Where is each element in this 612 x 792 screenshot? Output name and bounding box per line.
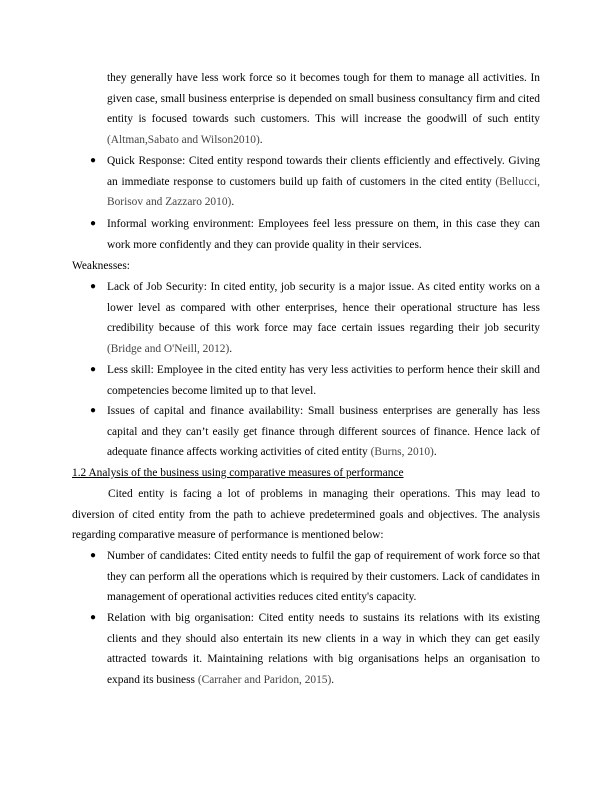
- bullet-text: Less skill: Employee in the cited entity has very less activities to perform hence their skill and competencies become limited up to that level.: [107, 364, 540, 397]
- section-heading: 1.2 Analysis of the business using comparative measures of performance: [72, 467, 404, 479]
- bullet-icon: ●: [90, 550, 97, 561]
- sentence-end: .: [231, 196, 235, 209]
- citation: (Bellucci, Borisov and Zazzaro 2010): [107, 175, 540, 209]
- sentence-end: .: [331, 674, 335, 687]
- section-paragraph: Cited entity is facing a lot of problems in managing their operations. This may lead to diversion of cited entity from the path to achieve predetermined goals and objectives. The analysis regarding comparative measure of performance is mentioned below:: [72, 488, 540, 542]
- bullet-icon: ●: [90, 218, 97, 229]
- bullet-item: [90, 151, 540, 213]
- bullet-text: Lack of Job Security: In cited entity, job security is a major issue. As cited entity works on a lower level as compared with other enterprises, hence their operational structure has less credibility because of this work force may face certain issues regarding their job security: [107, 281, 540, 335]
- sentence-end: .: [433, 446, 437, 459]
- bullet-icon: ●: [90, 155, 97, 166]
- bullet-item: [90, 214, 540, 255]
- citation: (Burns, 2010): [370, 446, 434, 459]
- bullet-icon: ●: [90, 405, 97, 416]
- citation: (Altman,Sabato and Wilson2010): [107, 134, 260, 147]
- bullet-text: Quick Response: Cited entity respond towards their clients efficiently and effectively. Giving an immediate response to customers build up faith of customers in the cited entity: [107, 155, 540, 188]
- bullet-item: [90, 608, 540, 691]
- bullet-item: [90, 360, 540, 401]
- weaknesses-label: Weaknesses:: [72, 260, 130, 272]
- bullet-icon: ●: [90, 612, 97, 623]
- continuation-text: they generally have less work force so it becomes tough for them to manage all activities. In given case, small business enterprise is depended on small business consultancy firm and cited entity is focused towards such customers. This will increase the goodwill of such entity: [107, 72, 540, 126]
- bullet-text: Relation with big organisation: Cited entity needs to sustains its relations with its existing clients and they should also entertain its new clients in a way in which they can get easily attracted towards it. Maintaining relations with big organisations helps an organisation to expand its business: [107, 612, 540, 687]
- bullet-item: [90, 401, 540, 463]
- continuation-paragraph: [107, 68, 540, 151]
- bullet-text: Informal working environment: Employees feel less pressure on them, in this case they can work more confidently and they can provide quality in their services.: [107, 218, 540, 251]
- bullet-item: [90, 546, 540, 608]
- citation: (Carraher and Paridon, 2015): [197, 674, 332, 687]
- citation: (Bridge and O'Neill, 2012): [107, 343, 230, 356]
- bullet-text: Issues of capital and finance availability: Small business enterprises are generally has less capital and they can’t easily get finance through different sources of finance. Hence lack of adequate finance affects working activities of cited entity: [107, 405, 540, 459]
- bullet-item: [90, 277, 540, 360]
- bullet-icon: ●: [90, 364, 97, 375]
- bullet-icon: ●: [90, 281, 97, 292]
- sentence-end: .: [259, 134, 263, 147]
- sentence-end: .: [229, 343, 233, 356]
- bullet-text: Number of candidates: Cited entity needs to fulfil the gap of requirement of work force so that they can perform all the operations which is required by their customers. Lack of candidates in management of operational activities reduces cited entity's capacity.: [107, 550, 540, 604]
